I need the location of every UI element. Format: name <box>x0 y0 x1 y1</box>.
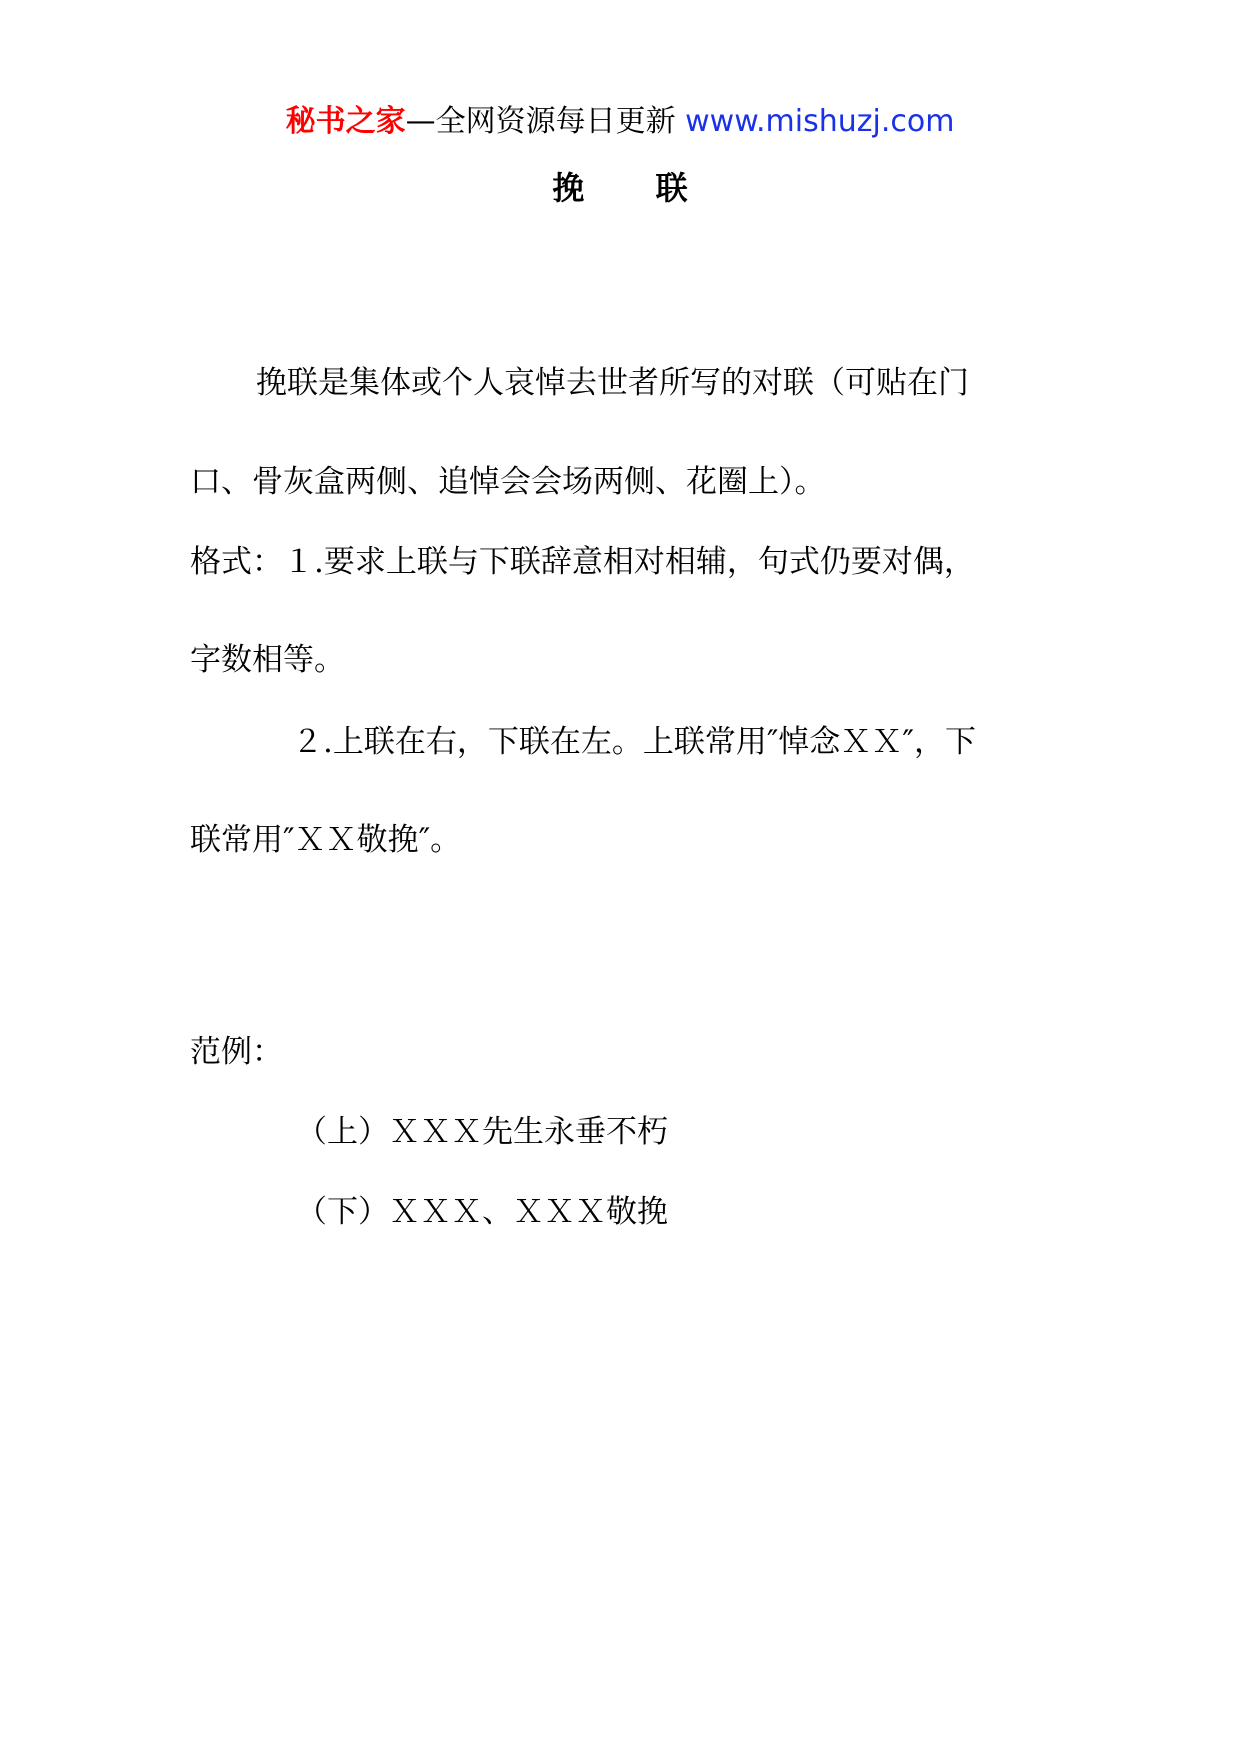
example-heading: 范例： <box>190 1034 283 1070</box>
format-rule-1-line-2: 字数相等。 <box>190 642 345 678</box>
site-tagline: —全网资源每日更新 <box>405 104 686 139</box>
format-rule-2-line-1: ２.上联在右，下联在左。上联常用″悼念ＸＸ″，下 <box>292 724 977 760</box>
example-lower-couplet: （下）ＸＸＸ、ＸＸＸ敬挽 <box>296 1194 668 1230</box>
site-header-banner <box>0 102 1240 142</box>
document-title: 挽 联 <box>552 169 718 207</box>
site-url-link[interactable]: www.mishuzj.com <box>685 104 955 139</box>
example-upper-couplet: （上）ＸＸＸ先生永垂不朽 <box>296 1114 668 1150</box>
brand-name: 秘书之家 <box>285 104 406 139</box>
format-rule-1-line-1: 格式：１.要求上联与下联辞意相对相辅，句式仍要对偶， <box>190 544 975 580</box>
format-rule-2-line-2: 联常用″ＸＸ敬挽″。 <box>190 822 462 858</box>
intro-paragraph-line-2: 口、骨灰盒两侧、追悼会会场两侧、花圈上）。 <box>190 464 826 500</box>
intro-paragraph-line-1: 挽联是集体或个人哀悼去世者所写的对联（可贴在门 <box>256 365 969 401</box>
